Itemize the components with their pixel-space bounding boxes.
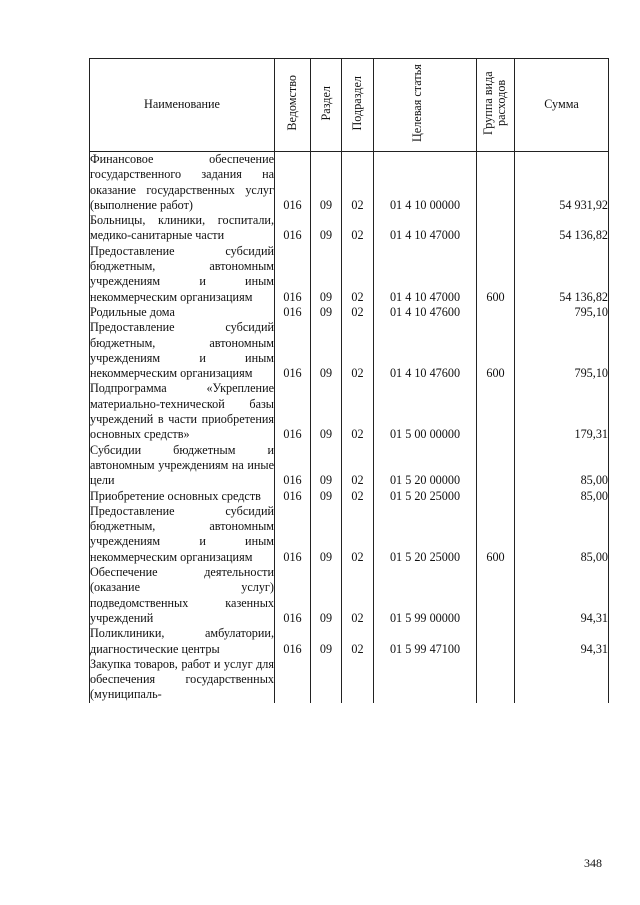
cell-grp — [477, 305, 515, 320]
cell-ved: 016 — [275, 381, 311, 442]
cell-name: Предоставление субсидий бюджетным, автономным учреждениям и иным некоммерческим организациям — [90, 503, 274, 564]
cell-sum: 85,00 — [515, 504, 609, 565]
cell-pod: 02 — [342, 320, 374, 381]
cell-sum: 54 136,82 — [515, 213, 609, 244]
cell-sum: 179,31 — [515, 381, 609, 442]
header-celevaya: Целевая статья — [374, 59, 477, 152]
header-podrazdel: Подраздел — [342, 59, 374, 152]
table-row — [90, 305, 609, 320]
cell-sum: 85,00 — [515, 443, 609, 489]
cell-cel: 01 4 10 00000 — [374, 152, 477, 214]
cell-pod: 02 — [342, 213, 374, 244]
cell-raz: 09 — [311, 443, 342, 489]
cell-pod: 02 — [342, 565, 374, 626]
cell-ved: 016 — [275, 213, 311, 244]
cell-sum: 54 136,82 — [515, 244, 609, 305]
table-body — [90, 152, 609, 703]
page-number: 348 — [584, 856, 602, 870]
table-row — [90, 565, 609, 626]
table-header-row — [90, 59, 609, 152]
cell-cel — [374, 657, 477, 703]
cell-sum: 94,31 — [515, 565, 609, 626]
cell-name: Обеспечение деятельности (оказание услуг) подведомственных казенных учреждений — [90, 565, 274, 625]
cell-cel: 01 5 20 00000 — [374, 443, 477, 489]
table-row — [90, 626, 609, 657]
cell-raz: 09 — [311, 565, 342, 626]
cell-sum: 795,10 — [515, 320, 609, 381]
cell-name: Закупка товаров, работ и услуг для обеспечения государственных (муниципаль- — [90, 656, 274, 702]
table-row — [90, 443, 609, 489]
table-row — [90, 504, 609, 565]
cell-grp: 600 — [477, 504, 515, 565]
cell-grp — [477, 381, 515, 442]
cell-grp — [477, 565, 515, 626]
cell-cel: 01 4 10 47000 — [374, 244, 477, 305]
cell-pod: 02 — [342, 626, 374, 657]
cell-pod: 02 — [342, 152, 374, 214]
cell-ved: 016 — [275, 244, 311, 305]
cell-ved: 016 — [275, 565, 311, 626]
cell-ved — [275, 657, 311, 703]
table-row — [90, 320, 609, 381]
cell-name: Родильные дома — [90, 305, 275, 320]
cell-raz: 09 — [311, 152, 342, 214]
cell-sum: 94,31 — [515, 626, 609, 657]
cell-cel: 01 5 99 47100 — [374, 626, 477, 657]
cell-pod: 02 — [342, 504, 374, 565]
table-row — [90, 152, 609, 214]
table-row — [90, 213, 609, 244]
table-row — [90, 244, 609, 305]
cell-sum — [515, 657, 609, 703]
cell-sum: 85,00 — [515, 489, 609, 504]
cell-pod — [342, 657, 374, 703]
table-row — [90, 489, 609, 504]
table-row — [90, 381, 609, 442]
cell-name: Предоставление субсидий бюджетным, автономным учреждениям и иным некоммерческим организациям — [90, 320, 274, 381]
cell-grp — [477, 489, 515, 504]
cell-raz: 09 — [311, 305, 342, 320]
cell-raz: 09 — [311, 489, 342, 504]
cell-ved: 016 — [275, 320, 311, 381]
cell-raz: 09 — [311, 244, 342, 305]
cell-pod: 02 — [342, 305, 374, 320]
cell-raz: 09 — [311, 320, 342, 381]
cell-ved: 016 — [275, 626, 311, 657]
cell-raz: 09 — [311, 381, 342, 442]
cell-name: Приобретение основных средств — [90, 489, 275, 504]
cell-cel: 01 4 10 47000 — [374, 213, 477, 244]
cell-sum: 795,10 — [515, 305, 609, 320]
cell-pod: 02 — [342, 244, 374, 305]
cell-ved: 016 — [275, 305, 311, 320]
cell-pod: 02 — [342, 381, 374, 442]
cell-cel: 01 4 10 47600 — [374, 320, 477, 381]
cell-grp — [477, 657, 515, 703]
cell-name: Поликлиники, амбулатории, диагностические центры — [90, 626, 274, 656]
cell-grp: 600 — [477, 244, 515, 305]
cell-grp — [477, 626, 515, 657]
cell-cel: 01 5 20 25000 — [374, 489, 477, 504]
cell-pod: 02 — [342, 443, 374, 489]
cell-grp — [477, 213, 515, 244]
cell-ved: 016 — [275, 443, 311, 489]
cell-raz: 09 — [311, 213, 342, 244]
budget-table — [89, 58, 609, 703]
cell-grp — [477, 443, 515, 489]
cell-cel: 01 4 10 47600 — [374, 305, 477, 320]
cell-ved: 016 — [275, 152, 311, 214]
cell-ved: 016 — [275, 504, 311, 565]
cell-name: Предоставление субсидий бюджетным, автономным учреждениям и иным некоммерческим организациям — [90, 243, 274, 304]
header-summa: Сумма — [515, 59, 609, 152]
cell-sum: 54 931,92 — [515, 152, 609, 214]
cell-cel: 01 5 00 00000 — [374, 381, 477, 442]
cell-grp — [477, 152, 515, 214]
cell-cel: 01 5 99 00000 — [374, 565, 477, 626]
header-razdel: Раздел — [311, 59, 342, 152]
cell-raz — [311, 657, 342, 703]
cell-name: Подпрограмма «Укрепление материально-технической базы учреждений в части приобретения основных средств» — [90, 381, 274, 442]
table-row — [90, 657, 609, 703]
cell-raz: 09 — [311, 504, 342, 565]
header-vedomstvo: Ведомство — [275, 59, 311, 152]
cell-grp: 600 — [477, 320, 515, 381]
cell-pod: 02 — [342, 489, 374, 504]
cell-name: Больницы, клиники, госпитали, медико-санитарные части — [90, 213, 274, 243]
header-gruppa: Группа вида расходов — [477, 59, 515, 152]
cell-cel: 01 5 20 25000 — [374, 504, 477, 565]
header-name: Наименование — [90, 59, 275, 152]
cell-name: Финансовое обеспечение государственного задания на оказание государственных услуг (выполнение работ) — [90, 152, 274, 212]
cell-raz: 09 — [311, 626, 342, 657]
cell-name: Субсидии бюджетным и автономным учреждениям на иные цели — [90, 442, 274, 488]
cell-ved: 016 — [275, 489, 311, 504]
